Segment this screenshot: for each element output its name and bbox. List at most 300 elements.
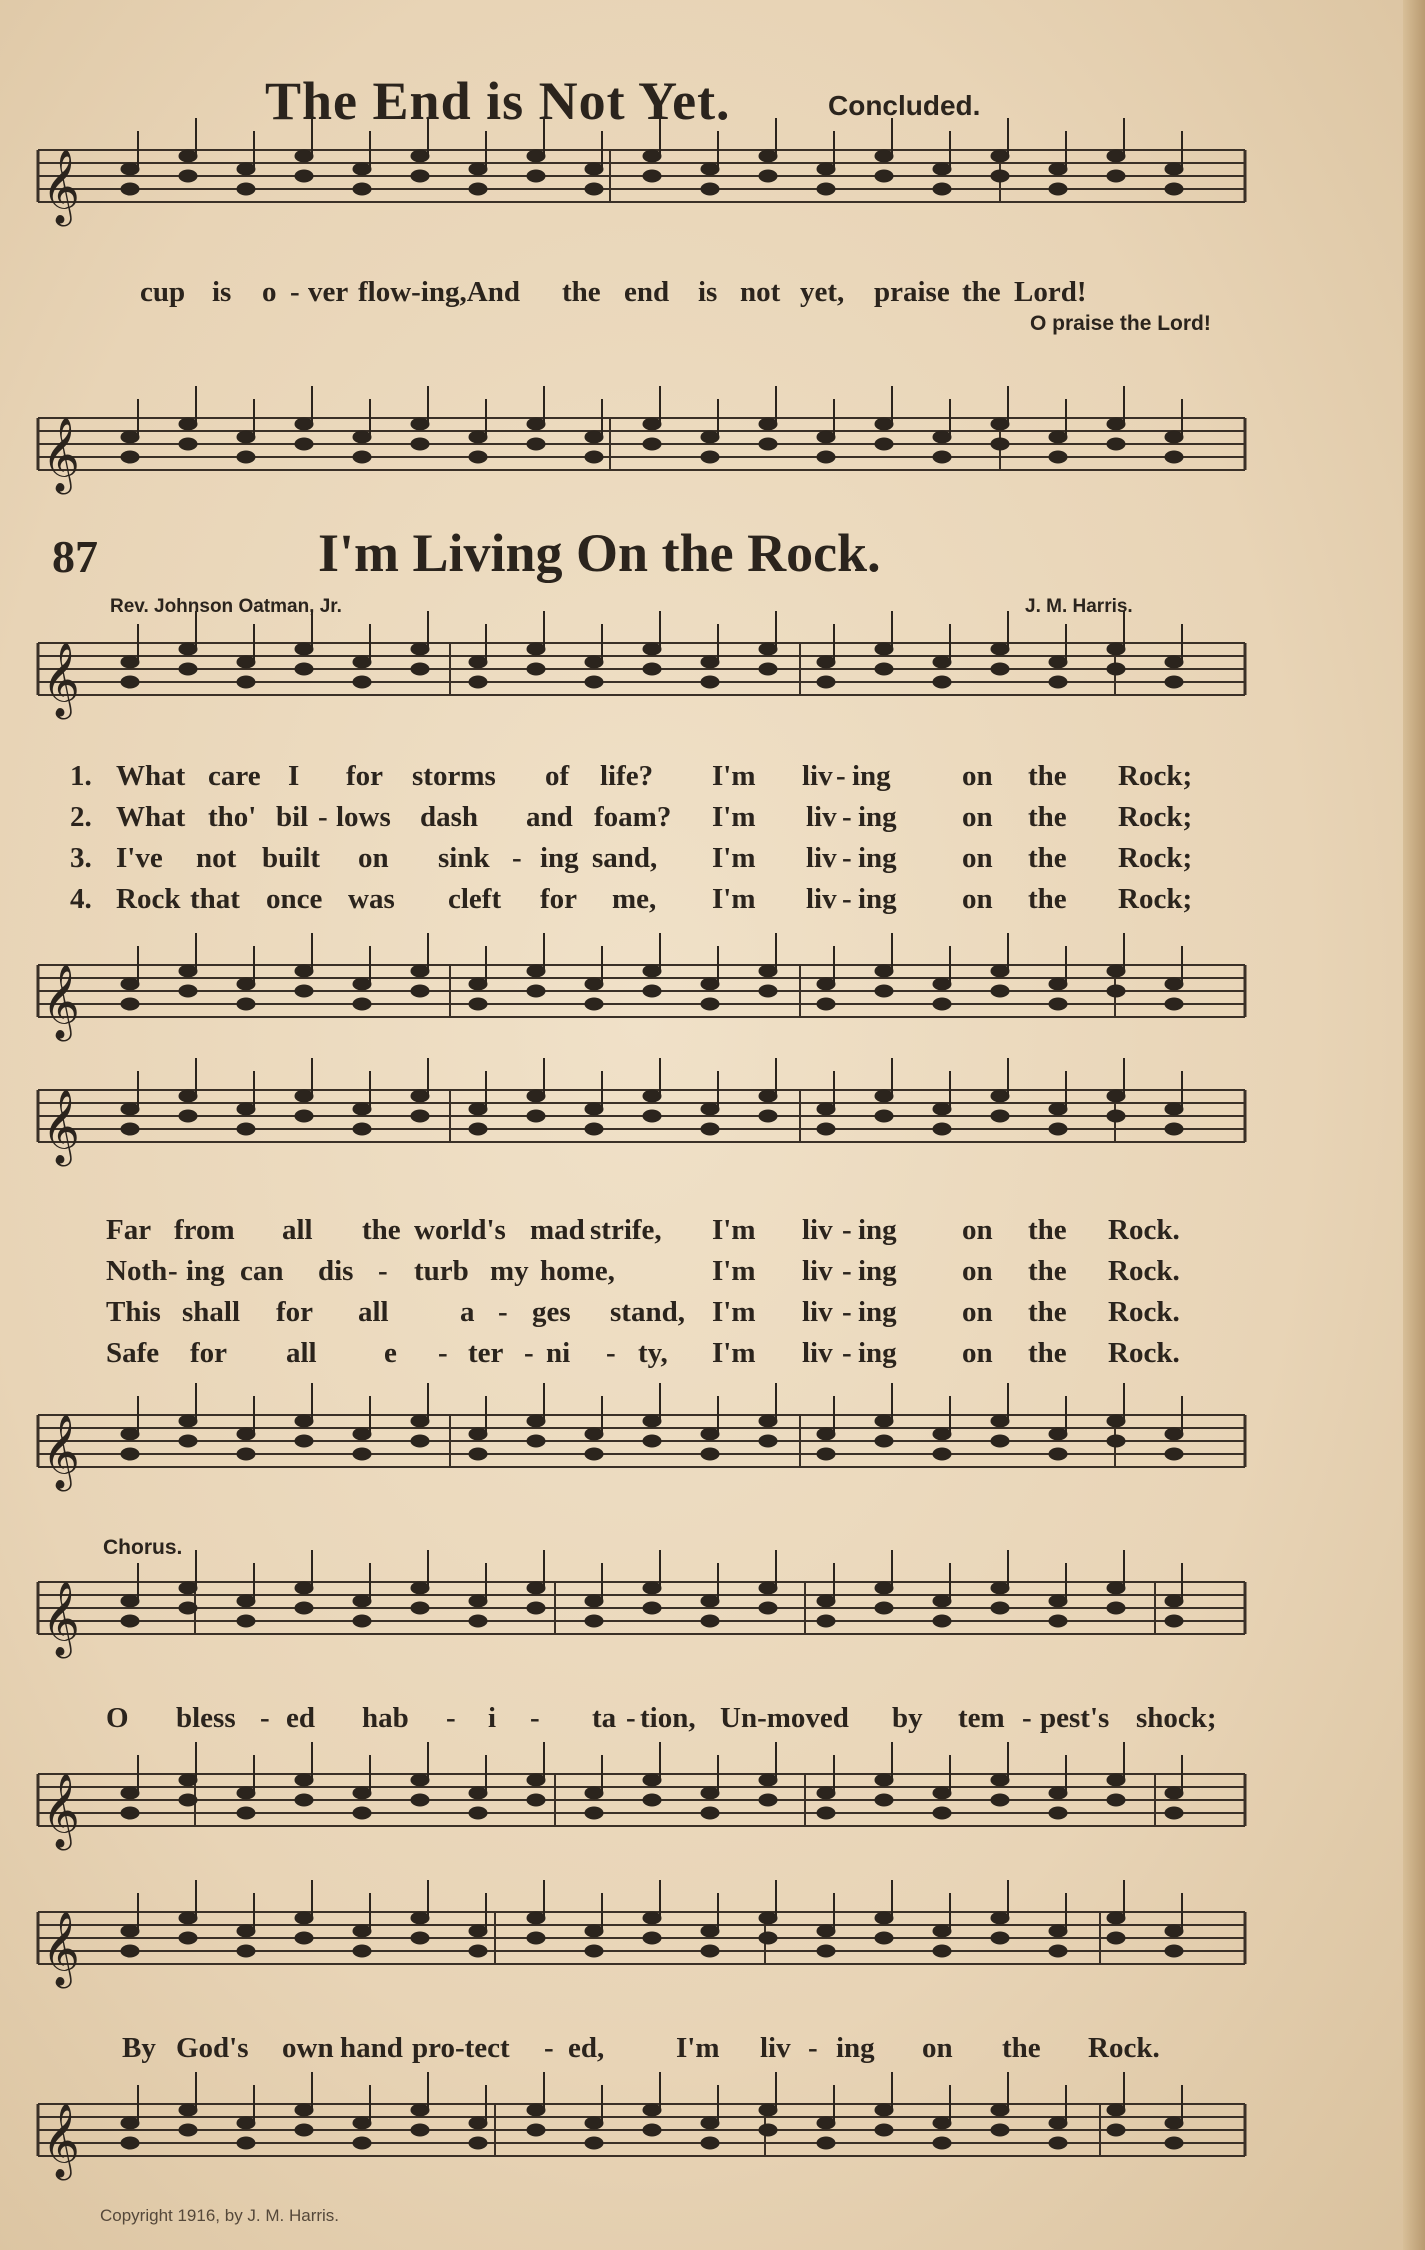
lyric-word: - — [260, 1702, 270, 1734]
note-head — [817, 1925, 835, 1937]
note-head — [179, 1794, 197, 1806]
lyric-word: liv — [802, 1296, 833, 1328]
lyric-word: strife, — [590, 1214, 662, 1246]
lyric-word: my — [490, 1255, 529, 1287]
note-head — [411, 1912, 429, 1924]
lyric-word: - — [842, 801, 852, 833]
lyric-line-top — [0, 276, 1425, 316]
note-head — [585, 1103, 603, 1115]
note-head — [759, 965, 777, 977]
note-head — [991, 1582, 1009, 1594]
note-head — [121, 1448, 139, 1460]
note-head — [179, 170, 197, 182]
note-head — [875, 1415, 893, 1427]
note-head — [527, 1932, 545, 1944]
note-head — [817, 1448, 835, 1460]
note-head — [469, 2137, 487, 2149]
note-head — [875, 418, 893, 430]
lyric-word: for — [346, 760, 384, 792]
lyric-word: not — [196, 842, 237, 874]
lyric-word: ing — [852, 760, 891, 792]
note-head — [237, 1945, 255, 1957]
note-head — [1049, 676, 1067, 688]
note-head — [1049, 1945, 1067, 1957]
note-head — [1165, 1448, 1183, 1460]
note-head — [817, 1807, 835, 1819]
note-head — [1107, 1415, 1125, 1427]
note-head — [1049, 431, 1067, 443]
lyric-word: Lord! — [1014, 276, 1087, 308]
clef-icon: 𝄞 — [42, 150, 80, 224]
note-head — [817, 998, 835, 1010]
note-head — [701, 183, 719, 195]
note-head — [121, 998, 139, 1010]
note-head — [1165, 676, 1183, 688]
lyric-word: liv — [802, 1255, 833, 1287]
note-head — [991, 1110, 1009, 1122]
lyric-word: storms — [412, 760, 496, 792]
note-head — [1107, 2104, 1125, 2116]
note-head — [1107, 1582, 1125, 1594]
note-head — [1107, 643, 1125, 655]
note-head — [1107, 663, 1125, 675]
refrain-echo: O praise the Lord! — [1030, 312, 1211, 335]
note-head — [121, 1807, 139, 1819]
note-head — [585, 2137, 603, 2149]
note-head — [179, 1110, 197, 1122]
note-head — [991, 663, 1009, 675]
lyric-word: the — [1002, 2032, 1041, 2064]
copyright-notice: Copyright 1916, by J. M. Harris. — [100, 2206, 340, 2225]
note-head — [933, 1428, 951, 1440]
note-head — [991, 1912, 1009, 1924]
lyric-word: I'm — [676, 2032, 720, 2064]
note-head — [643, 643, 661, 655]
note-head — [121, 431, 139, 443]
note-head — [353, 1945, 371, 1957]
note-head — [121, 183, 139, 195]
lyric-word: for — [276, 1296, 314, 1328]
clef-icon: 𝄞 — [42, 418, 80, 492]
note-head — [759, 1602, 777, 1614]
lyric-word: own — [282, 2032, 334, 2064]
note-head — [701, 2137, 719, 2149]
note-head — [1165, 1787, 1183, 1799]
lyric-word: Rock. — [1108, 1214, 1180, 1246]
lyric-word: e — [384, 1337, 397, 1369]
note-head — [527, 643, 545, 655]
lyric-word: This — [106, 1296, 161, 1328]
lyric-word: was — [348, 883, 395, 915]
lyric-word: by — [892, 1702, 923, 1734]
note-head — [353, 1595, 371, 1607]
note-head — [875, 150, 893, 162]
note-head — [1107, 418, 1125, 430]
note-head — [991, 1932, 1009, 1944]
note-head — [237, 1428, 255, 1440]
note-head — [1107, 1794, 1125, 1806]
lyric-word: - — [1022, 1702, 1032, 1734]
note-head — [701, 998, 719, 1010]
chorus-line-b — [0, 2032, 1425, 2072]
note-head — [237, 163, 255, 175]
lyric-word: the — [1028, 801, 1067, 833]
note-head — [411, 1090, 429, 1102]
note-head — [411, 1582, 429, 1594]
clef-icon: 𝄞 — [42, 1774, 80, 1848]
note-head — [179, 1435, 197, 1447]
note-head — [237, 1448, 255, 1460]
lyric-word: of — [545, 760, 570, 792]
lyric-word: on — [962, 1255, 993, 1287]
lyric-word: dash — [420, 801, 479, 833]
note-head — [991, 985, 1009, 997]
lyric-word: care — [208, 760, 261, 792]
note-head — [759, 438, 777, 450]
note-head — [527, 438, 545, 450]
note-head — [527, 1415, 545, 1427]
note-head — [701, 656, 719, 668]
lyric-word: Rock. — [1088, 2032, 1160, 2064]
lyric-word: ing — [186, 1255, 225, 1287]
lyric-word: for — [190, 1337, 228, 1369]
note-head — [121, 2117, 139, 2129]
note-head — [411, 985, 429, 997]
staff-lines — [38, 150, 1245, 2156]
note-head — [1049, 2117, 1067, 2129]
lyric-word: ty, — [638, 1337, 668, 1369]
lyric-word: mad — [530, 1214, 585, 1246]
note-head — [759, 2124, 777, 2136]
note-head — [295, 663, 313, 675]
clef-icon: 𝄞 — [42, 965, 80, 1039]
note-head — [875, 663, 893, 675]
hymn-number: 87 — [52, 531, 98, 582]
note-head — [701, 1615, 719, 1627]
clef-icon: 𝄞 — [42, 2104, 80, 2178]
lyric-word: - — [524, 1337, 534, 1369]
lyric-word: - — [446, 1702, 456, 1734]
clef-icon: 𝄞 — [42, 1415, 80, 1489]
note-head — [701, 1945, 719, 1957]
note-head — [875, 1110, 893, 1122]
note-head — [875, 965, 893, 977]
note-head — [469, 656, 487, 668]
lyric-word: the — [562, 276, 601, 308]
note-head — [875, 170, 893, 182]
lyric-word: ed, — [568, 2032, 605, 2064]
note-head — [1107, 1435, 1125, 1447]
note-head — [1165, 1123, 1183, 1135]
note-head — [933, 163, 951, 175]
note-head — [1165, 431, 1183, 443]
note-head — [585, 1787, 603, 1799]
note-head — [237, 1103, 255, 1115]
verse-2-line-b — [0, 1255, 1425, 1295]
note-head — [643, 1774, 661, 1786]
note-head — [1165, 1428, 1183, 1440]
note-head — [469, 998, 487, 1010]
note-head — [527, 1774, 545, 1786]
note-head — [1165, 1615, 1183, 1627]
note-head — [353, 451, 371, 463]
note-head — [237, 978, 255, 990]
note-head — [411, 643, 429, 655]
note-head — [237, 451, 255, 463]
note-head — [179, 1090, 197, 1102]
lyric-word: - — [606, 1337, 616, 1369]
note-head — [411, 1602, 429, 1614]
note-head — [179, 1602, 197, 1614]
lyric-word: Rock; — [1118, 801, 1193, 833]
note-head — [469, 163, 487, 175]
lyric-word: bil — [276, 801, 309, 833]
note-head — [643, 1602, 661, 1614]
lyric-word: - — [438, 1337, 448, 1369]
lyric-word: I'm — [712, 1337, 756, 1369]
note-head — [1049, 1123, 1067, 1135]
note-head — [585, 1595, 603, 1607]
note-head — [1107, 1774, 1125, 1786]
note-head — [585, 1807, 603, 1819]
note-head — [1165, 2117, 1183, 2129]
note-head — [1049, 1428, 1067, 1440]
verse-2-line-a — [0, 801, 1425, 841]
lyric-word: built — [262, 842, 321, 874]
verse-3-line-a — [0, 842, 1425, 882]
note-head — [237, 1925, 255, 1937]
note-head — [179, 150, 197, 162]
note-head — [991, 1602, 1009, 1614]
note-head — [1107, 965, 1125, 977]
note-head — [1049, 656, 1067, 668]
lyric-word: Un-moved — [720, 1702, 849, 1734]
lyric-word: - — [808, 2032, 818, 2064]
lyric-word: i — [488, 1702, 497, 1734]
note-head — [991, 965, 1009, 977]
note-head — [817, 451, 835, 463]
note-head — [121, 1123, 139, 1135]
note-head — [817, 2137, 835, 2149]
lyric-word: the — [1028, 1337, 1067, 1369]
note-head — [411, 1435, 429, 1447]
note-head — [933, 1925, 951, 1937]
note-head — [991, 1415, 1009, 1427]
note-head — [353, 1103, 371, 1115]
note-head — [817, 163, 835, 175]
lyric-word: ver — [308, 276, 349, 308]
note-head — [643, 1415, 661, 1427]
note-head — [469, 1615, 487, 1627]
lyric-word: O — [106, 1702, 129, 1734]
note-head — [817, 1123, 835, 1135]
lyric-word: end — [624, 276, 670, 308]
note-head — [527, 2104, 545, 2116]
note-head — [1049, 1615, 1067, 1627]
note-head — [585, 1925, 603, 1937]
note-head — [1107, 1090, 1125, 1102]
note-head — [643, 1582, 661, 1594]
note-head — [469, 1428, 487, 1440]
note-head — [295, 985, 313, 997]
note-head — [1165, 451, 1183, 463]
lyric-word: hand — [340, 2032, 403, 2064]
lyric-word: - — [842, 842, 852, 874]
note-head — [701, 1925, 719, 1937]
note-head — [527, 965, 545, 977]
note-head — [353, 1787, 371, 1799]
note-head — [1107, 2124, 1125, 2136]
lyric-word: ges — [532, 1296, 571, 1328]
note-head — [585, 2117, 603, 2129]
note-head — [991, 438, 1009, 450]
note-head — [411, 2104, 429, 2116]
note-head — [179, 643, 197, 655]
note-head — [411, 2124, 429, 2136]
note-head — [1049, 451, 1067, 463]
note-head — [469, 676, 487, 688]
note-head — [411, 965, 429, 977]
verse-1-line-a — [0, 760, 1425, 800]
note-head — [991, 1090, 1009, 1102]
note-head — [353, 2137, 371, 2149]
note-head — [701, 676, 719, 688]
lyric-word: that — [190, 883, 240, 915]
note-head — [1049, 978, 1067, 990]
note-head — [991, 2124, 1009, 2136]
note-head — [643, 1090, 661, 1102]
lyric-word: - — [530, 1702, 540, 1734]
lyric-word: - — [168, 1255, 178, 1287]
lyric-word: and — [526, 801, 573, 833]
note-head — [353, 998, 371, 1010]
lyric-word: I've — [116, 842, 163, 874]
lyric-word: home, — [540, 1255, 615, 1287]
music-credit: J. M. Harris. — [1025, 596, 1133, 617]
lyric-word: shock; — [1136, 1702, 1217, 1734]
note-head — [759, 150, 777, 162]
lyric-word: the — [1028, 760, 1067, 792]
lyric-word: ing — [858, 1337, 897, 1369]
lyric-word: liv — [806, 842, 837, 874]
lyric-word: - — [544, 2032, 554, 2064]
lyric-word: Rock — [116, 883, 181, 915]
note-head — [933, 183, 951, 195]
lyric-word: tem — [958, 1702, 1005, 1734]
note-head — [701, 1448, 719, 1460]
note-head — [469, 1945, 487, 1957]
note-head — [469, 1787, 487, 1799]
note-head — [817, 1428, 835, 1440]
note-head — [817, 1787, 835, 1799]
verse-4-line-b — [0, 1337, 1425, 1377]
lyric-word: the — [962, 276, 1001, 308]
note-head — [469, 1595, 487, 1607]
note-head — [1165, 2137, 1183, 2149]
note-head — [701, 978, 719, 990]
lyric-word: I'm — [712, 883, 756, 915]
note-head — [527, 150, 545, 162]
note-head — [643, 418, 661, 430]
note-head — [469, 451, 487, 463]
note-head — [817, 676, 835, 688]
lyric-word: dis — [318, 1255, 354, 1287]
note-head — [875, 438, 893, 450]
note-head — [817, 183, 835, 195]
lyric-word: God's — [176, 2032, 249, 2064]
lyric-word: on — [358, 842, 389, 874]
note-head — [469, 2117, 487, 2129]
lyric-word: I'm — [712, 801, 756, 833]
note-head — [759, 643, 777, 655]
note-head — [527, 1602, 545, 1614]
note-head — [643, 438, 661, 450]
lyric-word: Rock; — [1118, 760, 1193, 792]
note-head — [179, 965, 197, 977]
note-head — [817, 1595, 835, 1607]
note-head — [1165, 1945, 1183, 1957]
lyric-word: lows — [336, 801, 391, 833]
note-head — [643, 2104, 661, 2116]
note-head — [1049, 1787, 1067, 1799]
lyric-word: once — [266, 883, 323, 915]
notes — [42, 118, 1183, 2181]
lyric-word: - — [626, 1702, 636, 1734]
note-head — [121, 1945, 139, 1957]
note-head — [991, 2104, 1009, 2116]
note-head — [121, 1103, 139, 1115]
note-head — [295, 1435, 313, 1447]
concluded-label: Concluded. — [828, 90, 981, 121]
note-head — [179, 1912, 197, 1924]
note-head — [353, 676, 371, 688]
lyric-word: the — [1028, 1255, 1067, 1287]
lyric-word: - — [842, 1296, 852, 1328]
lyric-word: Rock. — [1108, 1255, 1180, 1287]
note-head — [469, 431, 487, 443]
clef-icon: 𝄞 — [42, 643, 80, 717]
note-head — [1049, 2137, 1067, 2149]
note-head — [1107, 1602, 1125, 1614]
lyric-word: all — [286, 1337, 317, 1369]
lyric-word: the — [1028, 1296, 1067, 1328]
lyric-word: a — [460, 1296, 475, 1328]
note-head — [295, 1912, 313, 1924]
lyric-word: - — [512, 842, 522, 874]
note-head — [353, 163, 371, 175]
note-head — [991, 1435, 1009, 1447]
note-head — [701, 431, 719, 443]
note-head — [1107, 985, 1125, 997]
note-head — [469, 978, 487, 990]
note-head — [179, 2124, 197, 2136]
note-head — [1165, 1807, 1183, 1819]
note-head — [295, 1415, 313, 1427]
lyric-word: the — [362, 1214, 401, 1246]
note-head — [1049, 163, 1067, 175]
note-head — [585, 978, 603, 990]
note-head — [411, 170, 429, 182]
clef-icon: 𝄞 — [42, 1582, 80, 1656]
note-head — [469, 183, 487, 195]
lyric-word: life? — [600, 760, 654, 792]
note-head — [817, 1615, 835, 1627]
note-head — [121, 1615, 139, 1627]
note-head — [643, 1912, 661, 1924]
lyric-word: the — [1028, 842, 1067, 874]
note-head — [585, 656, 603, 668]
note-head — [643, 150, 661, 162]
